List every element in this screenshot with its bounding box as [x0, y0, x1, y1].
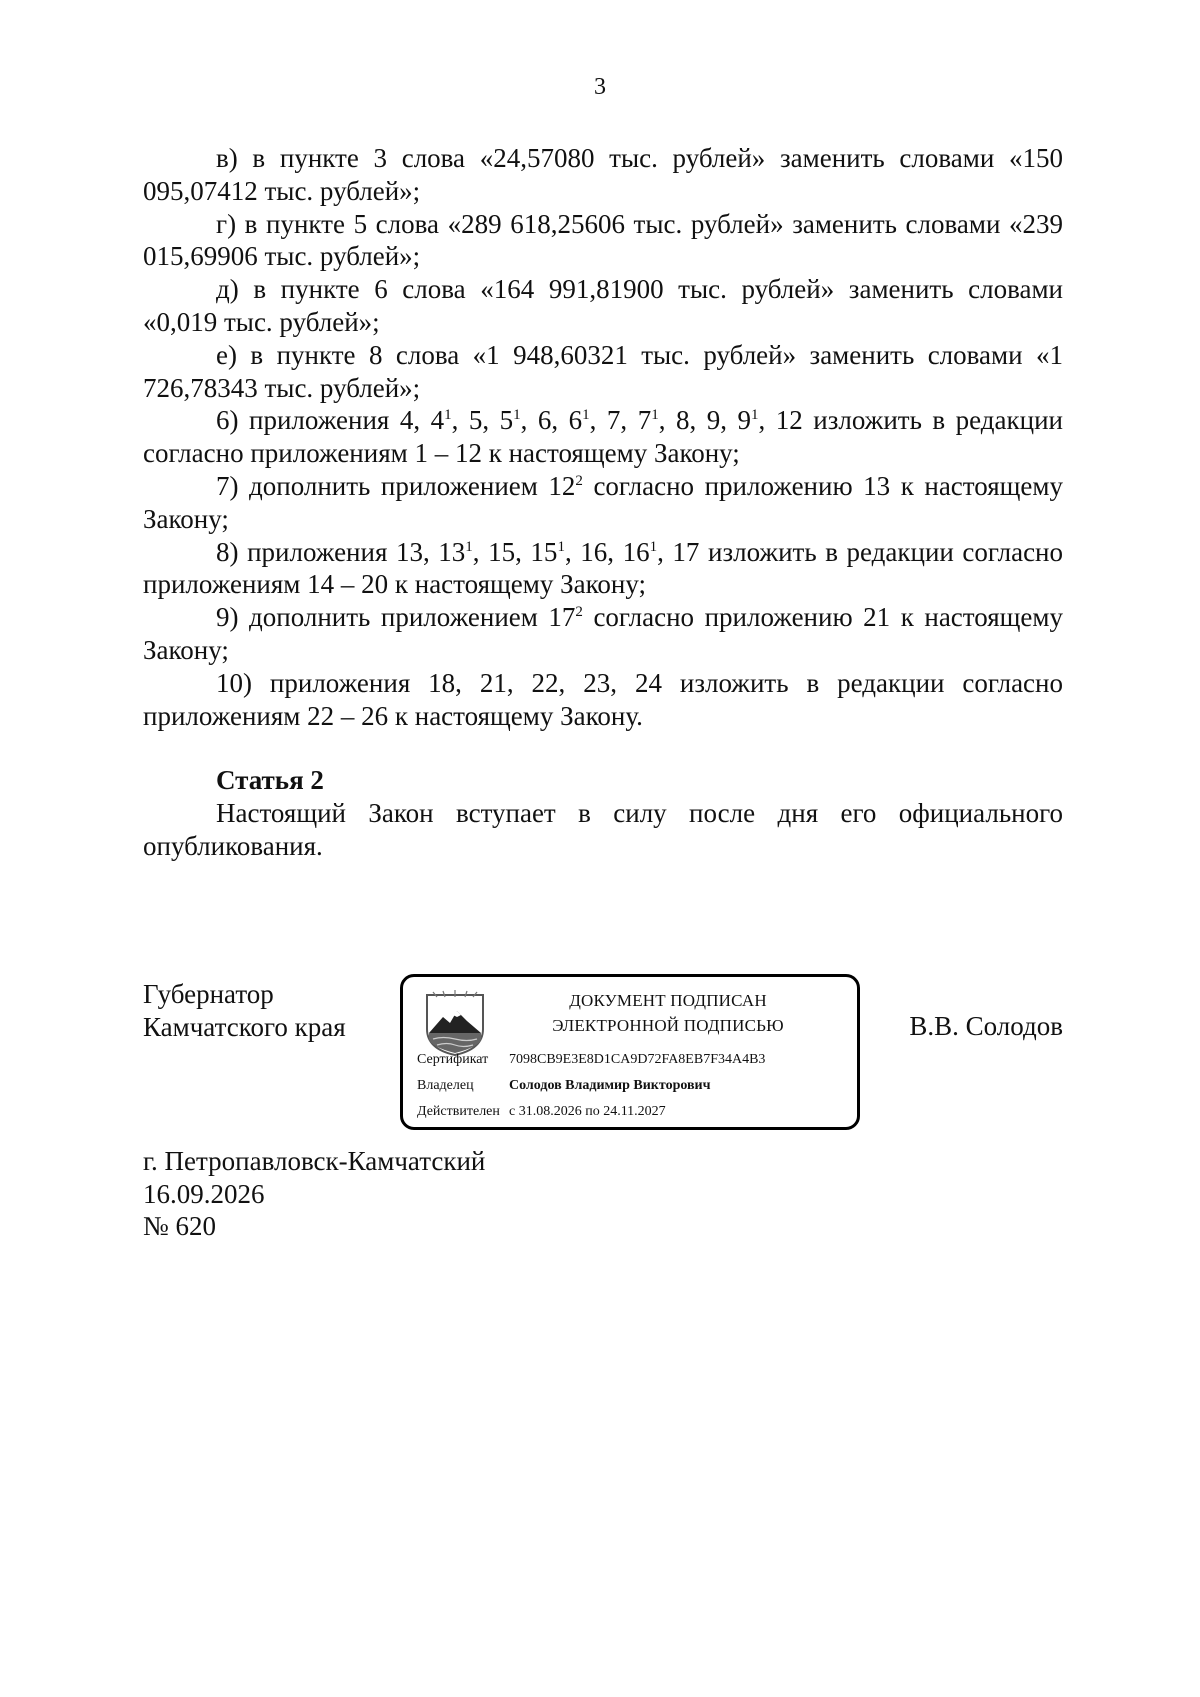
position-line-2: Камчатского края: [143, 1011, 346, 1042]
item-10: 10) приложения 18, 21, 22, 23, 24 изложить в редакции согласно приложениям 22 – 26 к настоящему Закону.: [143, 667, 1063, 731]
electronic-signature-stamp: [400, 974, 860, 1130]
article-2-text: Настоящий Закон вступает в силу после дня его официального опубликования.: [143, 798, 1063, 861]
position-line-1: Губернатор: [143, 979, 274, 1009]
document-body: [143, 142, 1063, 863]
validity-label: Действителен: [417, 1104, 500, 1119]
page-number: 3: [594, 74, 606, 100]
item-6: 6) приложения 4, $4^1$, 5, $5^1$, 6, $6^1$, 7, $7^1$, 8, 9, $9^1$, 12 изложить в редакции согласно приложениям 1 – 12 к настоящему Закону;: [143, 405, 1063, 469]
document-date: 16.09.2026: [143, 1178, 265, 1209]
item-e: е) в пункте 8 слова «1 948,60321 тыс. рублей» заменить словами «1 726,78343 тыс. рублей»;: [143, 339, 1063, 403]
stamp-title-line-2: ЭЛЕКТРОННОЙ ПОДПИСЬЮ: [552, 1016, 784, 1035]
item-9: 9) дополнить приложением $17^2$ согласно приложению 21 к настоящему Закону;: [143, 602, 1064, 665]
document-footer: [143, 1145, 485, 1243]
item-d: д) в пункте 6 слова «164 991,81900 тыс. рублей» заменить словами «0,019 тыс. рублей»;: [143, 274, 1063, 337]
article-2-title: Статья 2: [216, 765, 324, 796]
document-number: № 620: [143, 1211, 217, 1242]
item-7: 7) дополнить приложением $12^2$ согласно приложению 13 к настоящему Закону;: [143, 470, 1064, 534]
signatory-name: В.В. Солодов: [909, 1011, 1063, 1041]
stamp-title-line-1: ДОКУМЕНТ ПОДПИСАН: [569, 991, 767, 1010]
kamchatka-coat-of-arms-icon: [423, 989, 487, 1057]
certificate-value: 7098CB9E3E8D1CA9D72FA8EB7F34A4B3: [509, 1052, 766, 1067]
certificate-label: Сертификат: [417, 1052, 489, 1067]
item-8: 8) приложения 13, $13^1$, 15, $15^1$, 16, $16^1$, 17 изложить в редакции согласно приложениям 14 – 20 к настоящему Закону;: [143, 536, 1064, 600]
owner-label: Владелец: [417, 1078, 474, 1093]
signatory-position: [143, 978, 346, 1043]
stamp-certificate-row: [417, 1052, 765, 1068]
item-g: г) в пункте 5 слова «289 618,25606 тыс. рублей» заменить словами «239 015,69906 тыс. рублей»;: [143, 208, 1063, 272]
stamp-owner-row: [417, 1078, 711, 1094]
city-name: г. Петропавловск-Камчатский: [143, 1146, 486, 1176]
validity-value: с 31.08.2026 по 24.11.2027: [509, 1104, 666, 1119]
stamp-validity-row: [417, 1104, 666, 1120]
owner-value: Солодов Владимир Викторович: [509, 1078, 711, 1093]
item-v: в) в пункте 3 слова «24,57080 тыс. рублей» заменить словами «150 095,07412 тыс. рублей»;: [143, 143, 1063, 206]
